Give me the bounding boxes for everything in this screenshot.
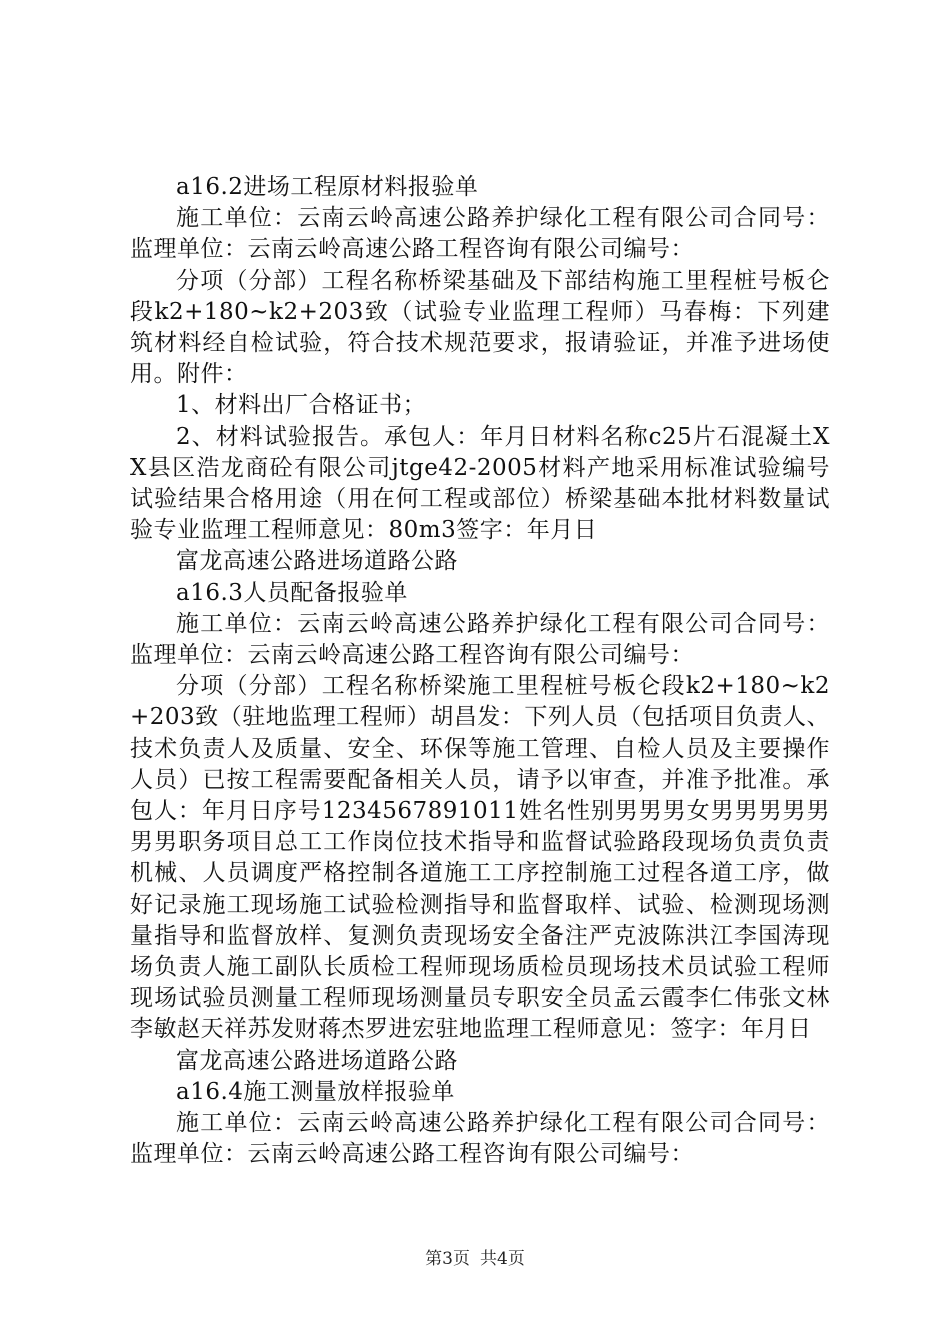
- form-title-a16-4: a16.4施工测量放样报验单: [176, 1078, 455, 1105]
- document-body: [130, 172, 830, 1171]
- paragraph-project-1: 分项（分部）工程名称桥梁基础及下部结构施工里程桩号板仑段k2+180~k2+203致（试验专业监理工程师）马春梅：下列建筑材料经自检试验，符合技术规范要求，报请验证，并准予进场使用。附件：: [130, 267, 830, 388]
- paragraph-personnel: 分项（分部）工程名称桥梁施工里程桩号板仑段k2+180~k2+203致（驻地监理工程师）胡昌发：下列人员（包括项目负责人、技术负责人及质量、安全、环保等施工管理、自检人员及主要操作人员）已按工程需要配备相关人员，请予以审查，并准予批准。承包人：年月日序号1234567891011姓名性别男男男女男男男男男男男职务项目总工工作岗位技术指导和监督试验路段现场负责负责机械、人员调度严格控制各道施工工序控制施工过程各道工序，做好记录施工现场施工试验检测指导和监督取样、试验、检测现场测量指导和监督放样、复测负责现场安全备注严克波陈洪江李国涛现场负责人施工副队长质检工程师现场质检员现场技术员试验工程师现场试验员测量工程师现场测量员专职安全员孟云霞李仁伟张文林李敏赵天祥苏发财蒋杰罗进宏驻地监理工程师意见：签字：年月日: [130, 673, 830, 1043]
- form-title-a16-2: a16.2进场工程原材料报验单: [176, 174, 479, 200]
- paragraph-units-3: 施工单位：云南云岭高速公路养护绿化工程有限公司合同号：监理单位：云南云岭高速公路工程咨询有限公司编号：: [130, 1110, 830, 1168]
- paragraph-road-name-2: 富龙高速公路进场道路公路: [176, 1047, 458, 1074]
- paragraph-attachment-2: 2、材料试验报告。承包人：年月日材料名称c25片石混凝土XX县区浩龙商砼有限公司jtge42-2005材料产地采用标准试验编号试验结果合格用途（用在何工程或部位）桥梁基础本批材料数量试验专业监理工程师意见：80m3签字：年月日: [130, 423, 830, 544]
- paragraph-road-name-1: 富龙高速公路进场道路公路: [176, 548, 458, 575]
- paragraph-attachment-1: 1、材料出厂合格证书；: [176, 392, 427, 419]
- paragraph-units-1: 施工单位：云南云岭高速公路养护绿化工程有限公司合同号：监理单位：云南云岭高速公路工程咨询有限公司编号：: [130, 205, 830, 263]
- page-number: 第3页: [425, 1249, 470, 1269]
- paragraph-units-2: 施工单位：云南云岭高速公路养护绿化工程有限公司合同号：监理单位：云南云岭高速公路工程咨询有限公司编号：: [130, 610, 830, 669]
- form-title-a16-3: a16.3人员配备报验单: [176, 579, 408, 606]
- page-footer: [0, 1244, 950, 1269]
- page-total: 共4页: [480, 1249, 525, 1269]
